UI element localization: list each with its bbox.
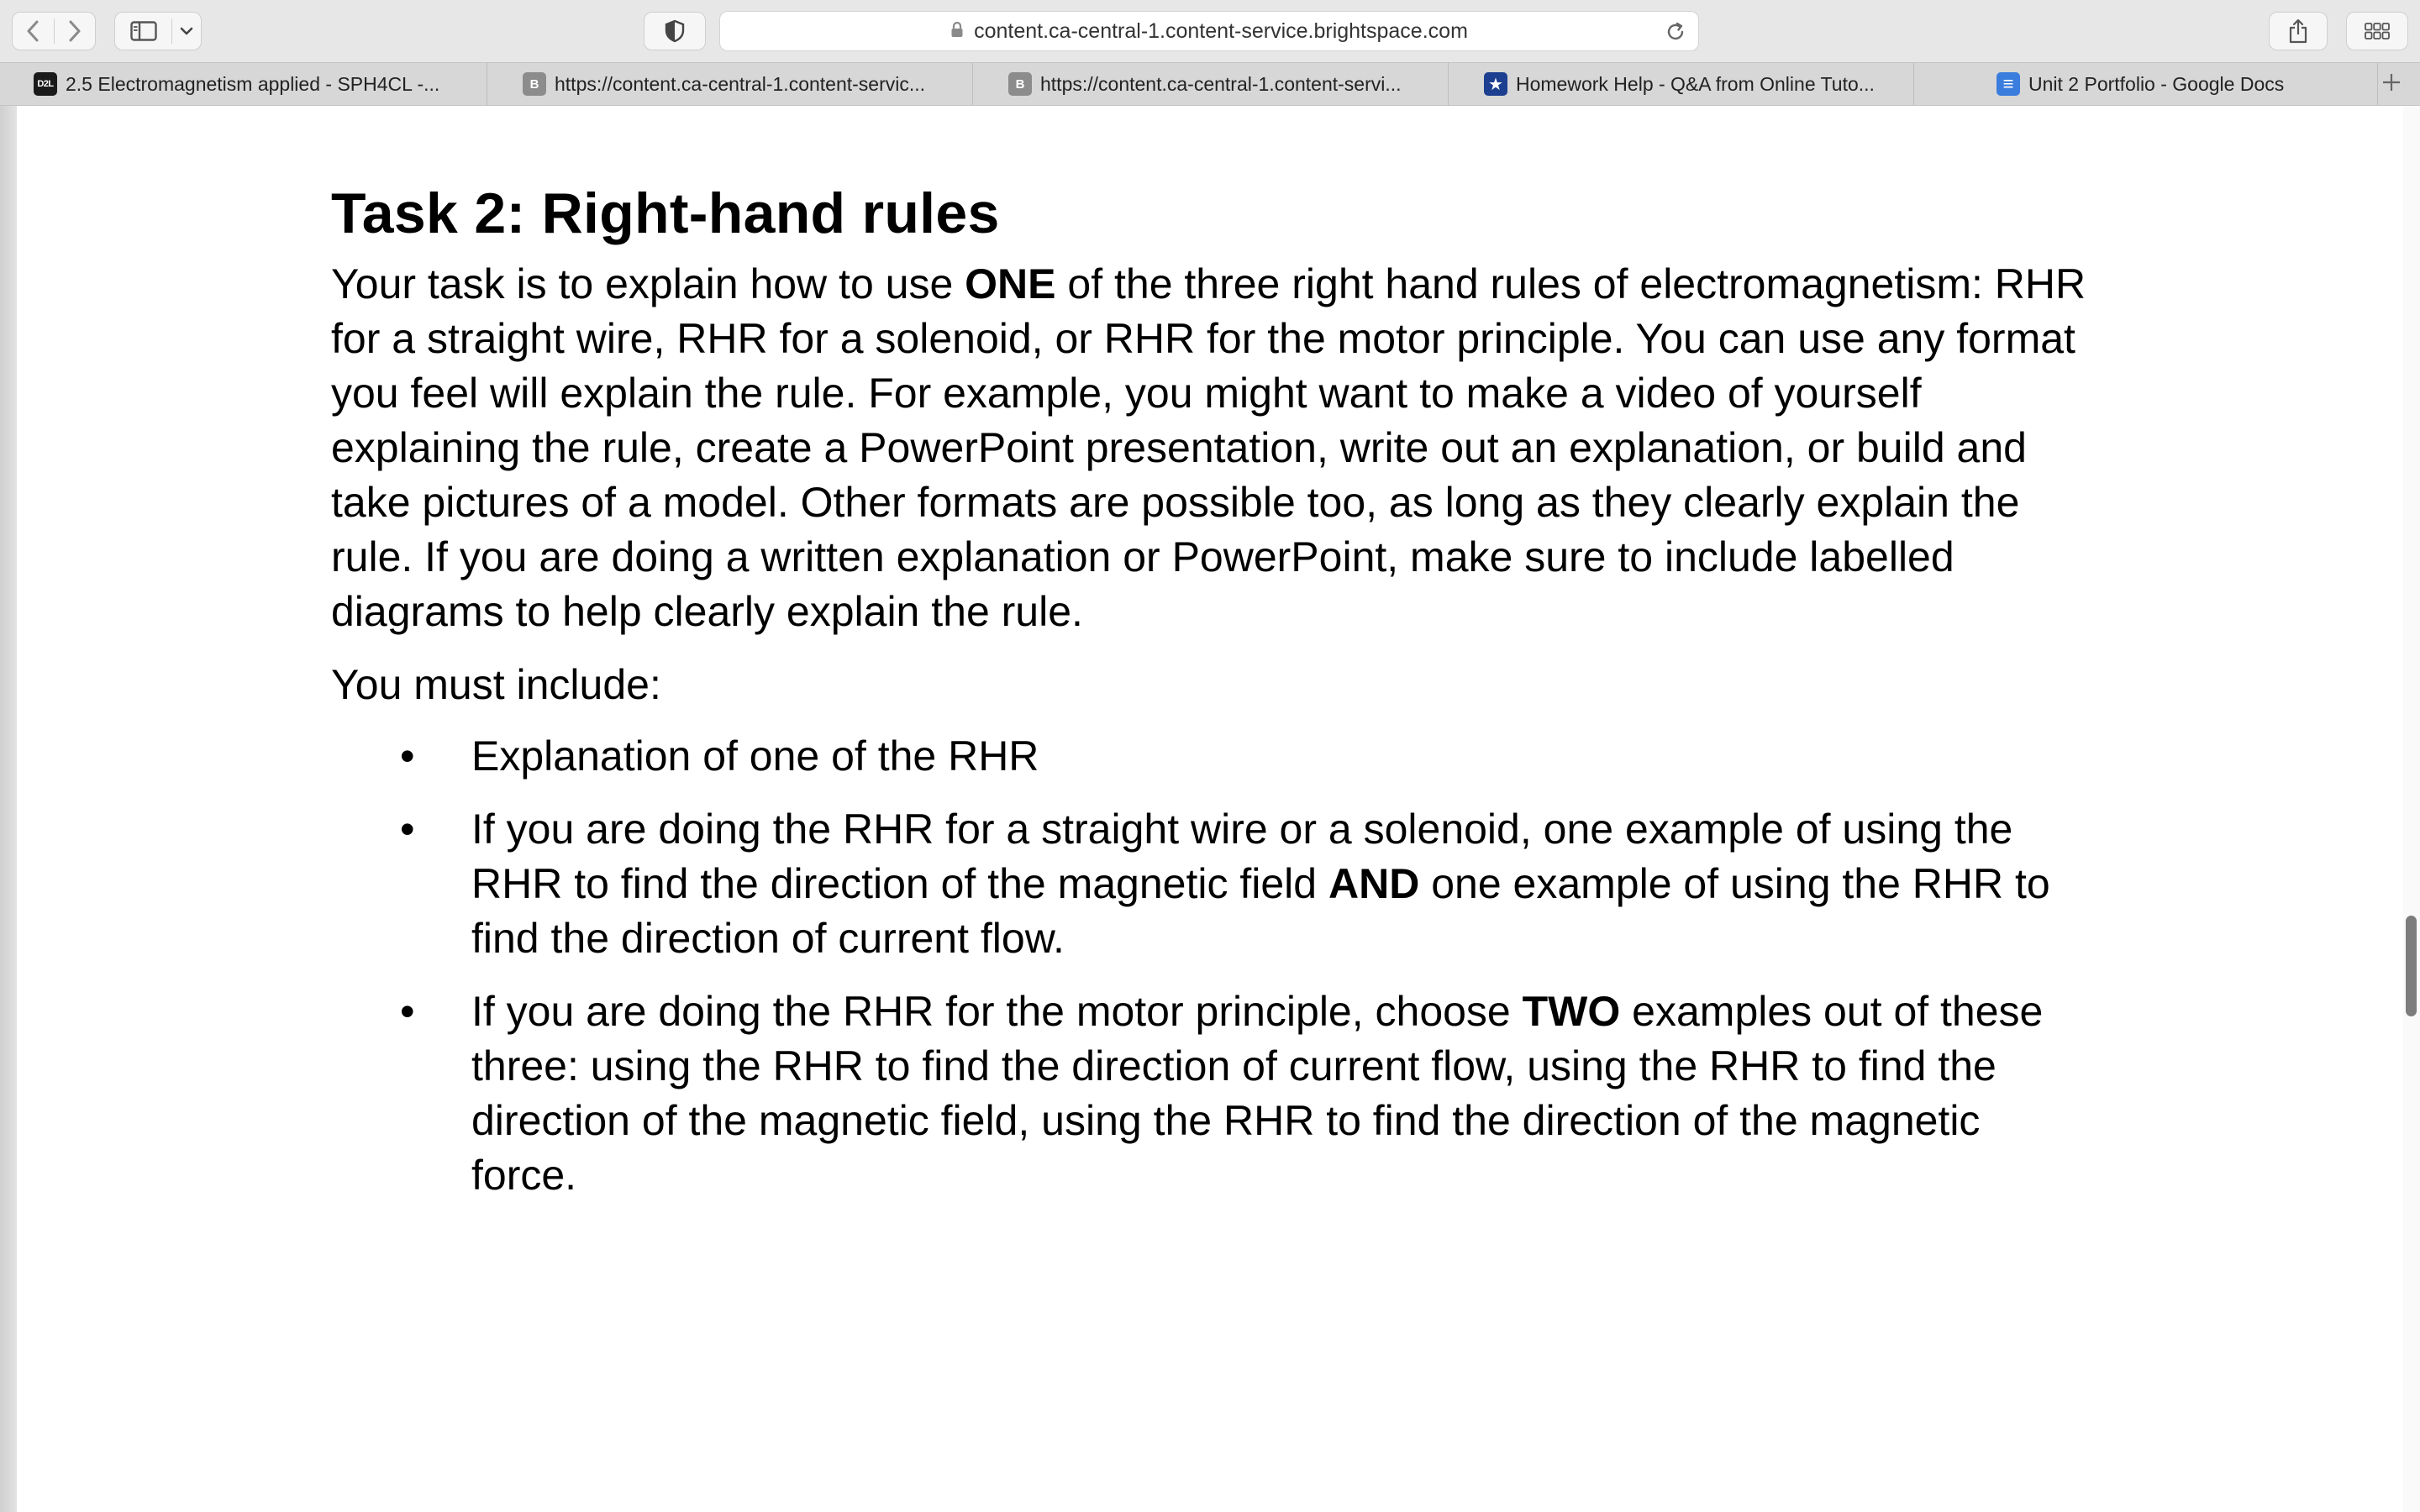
item3-text-rest: examples out of these three: using the RHR to find the direction of current flow, using the RHR to find the direction of the magnetic field, using the RHR to find the direction of the magnetic force. (471, 988, 2044, 1199)
back-icon[interactable] (13, 20, 54, 42)
requirements-list (331, 729, 2096, 1203)
tab-title: 2.5 Electromagnetism applied - SPH4CL -... (66, 72, 440, 95)
bullet: • (400, 988, 415, 1035)
scrollbar-thumb[interactable] (2406, 916, 2417, 1016)
browser-toolbar (0, 0, 2420, 62)
grid-icon (2365, 23, 2390, 39)
tab-title: Unit 2 Portfolio - Google Docs (2028, 72, 2285, 95)
page-left-edge (0, 106, 17, 1512)
list-item-text (471, 806, 2050, 962)
tab-homework-help[interactable] (1449, 63, 1914, 105)
list-item-text: Explanation of one of the RHR (471, 732, 1039, 780)
d2l-favicon-icon: D2L (34, 72, 57, 96)
tab-overview-button[interactable] (2346, 12, 2408, 50)
must-include-label: You must include: (331, 661, 661, 708)
task-intro-paragraph (331, 257, 2096, 639)
tab-title: Homework Help - Q&A from Online Tuto... (1516, 72, 1875, 95)
privacy-report-button[interactable] (644, 12, 706, 50)
reload-icon[interactable] (1665, 21, 1686, 47)
intro-text-rest: of the three right hand rules of electromagnetism: RHR for a straight wire, RHR for a solenoid, or RHR for the motor principle. You can use any format you feel will explain the rule. For example, you might want to make a video of yourself explaining the rule, create a PowerPoint presentation, write out an explanation, or build and take pictures of a model. Other formats are possible too, as long as they clearly explain the rule. If you are doing a written explanation or PowerPoint, make sure to include labelled diagrams to help clearly explain the rule. (331, 260, 2086, 635)
tab-brightspace-content-1[interactable] (487, 63, 973, 105)
share-icon (2288, 18, 2308, 44)
address-bar[interactable] (719, 11, 1699, 51)
brightspace-favicon-icon: B (523, 72, 546, 96)
intro-emphasis: ONE (965, 260, 1056, 307)
new-tab-button[interactable] (2378, 63, 2420, 105)
lock-icon (950, 19, 974, 44)
bullet: • (400, 732, 415, 780)
sidebar-toggle-group (114, 12, 202, 50)
sidebar-icon[interactable] (115, 21, 171, 41)
task-heading: Task 2: Right-hand rules (331, 181, 1000, 245)
list-item-text (471, 988, 2043, 1199)
back-forward-group (12, 12, 96, 50)
item3-text: If you are doing the RHR for the motor principle, choose (471, 988, 1523, 1035)
tab-title: https://content.ca-central-1.content-servic... (555, 72, 926, 95)
task-article (331, 180, 2096, 1221)
tab-title: https://content.ca-central-1.content-servi... (1040, 72, 1402, 95)
item2-emphasis: AND (1328, 860, 1420, 907)
tab-bar (0, 62, 2420, 106)
bullet: • (400, 806, 415, 853)
item2-text: If you are doing the RHR for a straight wire or a solenoid, one example of using the RHR to find the direction of the magnetic field (471, 806, 2013, 907)
list-item (331, 802, 2096, 966)
forward-icon[interactable] (54, 20, 95, 42)
google-docs-favicon-icon: ≡ (1996, 72, 2020, 96)
shield-icon (665, 19, 685, 43)
item2-text-rest: one example of using the RHR to find the direction of current flow. (471, 860, 2050, 962)
tab-d2l-electromagnetism[interactable] (0, 63, 487, 105)
item3-emphasis: TWO (1522, 988, 1621, 1035)
url-text: content.ca-central-1.content-service.brightspace.com (974, 18, 1468, 43)
tab-brightspace-content-2[interactable] (973, 63, 1449, 105)
homework-help-favicon-icon: ★ (1484, 72, 1507, 96)
scrollbar-track[interactable] (2403, 106, 2420, 1512)
tab-google-docs[interactable] (1914, 63, 2378, 105)
list-item (331, 984, 2096, 1203)
list-item (331, 729, 2096, 784)
share-button[interactable] (2269, 12, 2328, 50)
chevron-down-icon[interactable] (172, 27, 201, 35)
brightspace-favicon-icon: B (1008, 72, 1032, 96)
intro-text: Your task is to explain how to use (331, 260, 965, 307)
plus-icon (2381, 72, 2402, 97)
